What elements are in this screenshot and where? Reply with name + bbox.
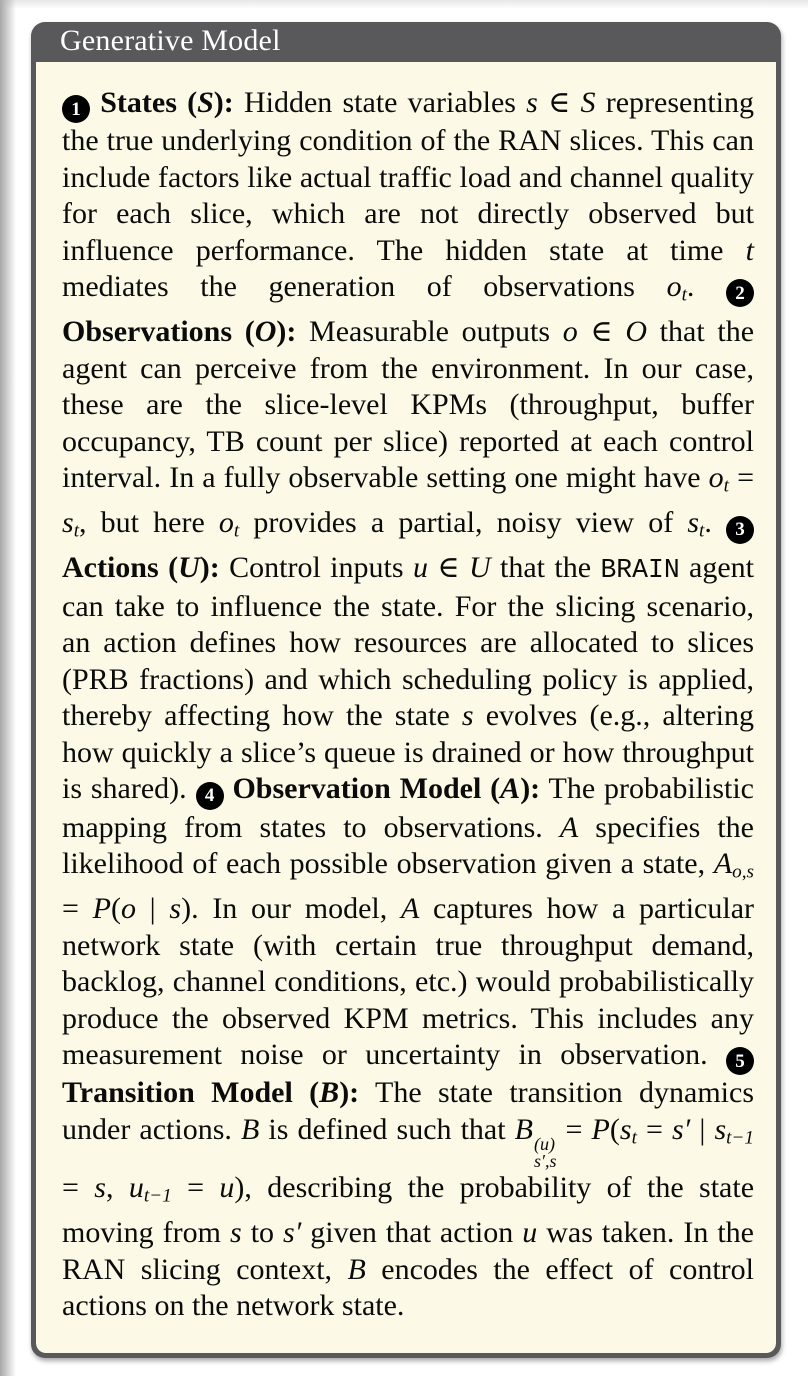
- text-segment: B: [514, 1112, 533, 1146]
- text-segment: s: [94, 1171, 106, 1205]
- text-segment: t: [723, 475, 730, 497]
- text-segment: t: [73, 520, 80, 542]
- text-segment: s: [526, 86, 538, 119]
- text-segment: given that action: [301, 1216, 523, 1250]
- text-segment: ):: [199, 551, 220, 585]
- text-segment: o,s: [732, 861, 754, 883]
- item-number-badge: 4: [196, 782, 224, 810]
- text-segment: s: [62, 506, 74, 540]
- text-segment: Measurable outputs: [296, 315, 563, 349]
- text-segment: captures how a particular network state (with certain true throughput demand, backlog, channel conditions, etc.) would probabilistically produce the observed KPM metrics. This includes any measurement noise or uncertainty in observation.: [62, 892, 754, 1072]
- text-segment: u: [219, 1171, 235, 1205]
- text-segment: u: [128, 1171, 144, 1205]
- math-supsub: (u) s′,s: [534, 1134, 557, 1172]
- text-segment: s: [714, 1112, 727, 1146]
- text-segment: u: [522, 1216, 538, 1250]
- text-segment: S: [580, 86, 596, 119]
- text-segment: t: [681, 284, 687, 306]
- text-segment: u: [412, 551, 428, 585]
- text-segment: ). In our model,: [181, 892, 401, 926]
- text-segment: o: [218, 506, 234, 540]
- text-segment: t: [699, 520, 705, 542]
- text-segment: s: [461, 699, 474, 733]
- text-segment: =: [62, 1171, 95, 1205]
- text-segment: t−1: [726, 1127, 754, 1149]
- text-segment: .: [704, 506, 726, 540]
- text-segment: ∈: [577, 315, 626, 349]
- text-segment: s′: [283, 1216, 302, 1250]
- text-segment: A: [500, 772, 521, 806]
- text-segment: A: [400, 892, 420, 926]
- text-segment: The state transition dynamics under actions.: [62, 1076, 754, 1146]
- text-segment: provides a partial, noisy view of: [239, 506, 688, 540]
- text-segment: P: [591, 1112, 610, 1146]
- text-segment: mediates the generation of observations: [62, 270, 667, 304]
- text-segment: O: [625, 315, 647, 349]
- text-segment: Hidden state variables: [233, 86, 527, 119]
- text-segment: S: [197, 86, 214, 119]
- text-segment: =: [62, 892, 93, 926]
- text-segment: The probabilistic mapping from states to observations.: [62, 772, 754, 844]
- brain-code-text: BRAIN: [600, 555, 680, 586]
- text-segment: representing the true underlying condition of the RAN slices. This can include factors like actual traffic load and channel quality for each slice, which are not directly observed but influence performance. The hidden state at time: [62, 86, 754, 267]
- text-segment: t: [745, 233, 754, 267]
- text-segment: B: [319, 1076, 340, 1110]
- text-segment: o: [708, 461, 724, 495]
- text-segment: (: [609, 1112, 620, 1146]
- text-segment: |: [135, 892, 170, 926]
- text-segment: t−1: [143, 1185, 172, 1207]
- text-segment: B: [240, 1112, 260, 1146]
- text-segment: O: [254, 315, 277, 349]
- generative-model-box: [31, 22, 781, 1358]
- text-segment: s: [619, 1112, 632, 1146]
- text-segment: A: [713, 847, 733, 881]
- text-segment: s: [687, 506, 700, 540]
- text-segment: ):: [339, 1076, 360, 1110]
- text-segment: (: [110, 892, 121, 926]
- text-segment: encodes the effect of control actions on the network state.: [62, 1252, 754, 1323]
- text-segment: =: [171, 1171, 220, 1205]
- text-segment: agent can take to influence the state. For the slicing scenario, an action defines how resources are allocated to slices (PRB fractions) and which scheduling policy is applied, thereby affecting how the state: [62, 551, 755, 733]
- box-title-bar: [36, 22, 776, 62]
- text-segment: .: [686, 270, 727, 304]
- page-top-edge-shadow: [0, 0, 808, 9]
- text-segment: , but here: [79, 506, 219, 540]
- text-segment: that the agent can perceive from the environment. In our case, these are the slice-level KPMs (throughput, buffer occupancy, TB count per slice) reported at each control interval. In a fully observable setting one might have: [62, 315, 755, 495]
- item-number-badge: 2: [726, 279, 754, 307]
- text-segment: =: [556, 1112, 592, 1146]
- box-body: [36, 62, 776, 1353]
- text-segment: s: [169, 892, 182, 926]
- text-segment: Transition Model (: [62, 1076, 320, 1110]
- text-segment: ,: [105, 1171, 129, 1205]
- text-segment: t: [233, 520, 240, 542]
- text-segment: ∈: [427, 551, 469, 585]
- text-segment: Observations (: [62, 315, 255, 349]
- text-segment: specifies the likelihood of each possible observation given a state,: [62, 810, 754, 881]
- text-segment: ):: [213, 86, 234, 119]
- text-segment: ), describing the probability of the state moving from: [62, 1171, 755, 1250]
- text-segment: is defined such that: [259, 1112, 515, 1146]
- text-segment: was taken. In the RAN slicing context,: [62, 1216, 755, 1286]
- text-segment: |: [690, 1112, 715, 1146]
- item-number-badge: 3: [726, 516, 754, 544]
- box-title: Generative Model: [60, 24, 281, 57]
- text-segment: P: [92, 892, 111, 926]
- text-segment: o: [666, 270, 682, 304]
- text-segment: t: [631, 1127, 637, 1149]
- text-segment: o: [562, 315, 578, 349]
- text-segment: evolves (e.g., altering how quickly a slice’s queue is drained or how throughput is shared).: [62, 699, 754, 806]
- text-segment: o: [120, 892, 136, 926]
- text-segment: ):: [276, 315, 297, 349]
- text-segment: =: [729, 461, 755, 495]
- text-segment: Control inputs: [219, 551, 413, 585]
- text-segment: s: [230, 1216, 242, 1250]
- item-number-badge: 5: [726, 1047, 754, 1075]
- text-segment: U: [468, 551, 491, 585]
- text-segment: =: [636, 1112, 672, 1146]
- text-segment: ∈: [537, 86, 581, 119]
- text-segment: Actions (: [62, 551, 179, 585]
- item-number-badge: 1: [62, 95, 90, 123]
- text-segment: A: [559, 810, 579, 844]
- text-segment: s′: [672, 1112, 691, 1146]
- text-segment: to: [241, 1216, 284, 1250]
- text-segment: ):: [520, 772, 541, 806]
- text-segment: U: [178, 551, 200, 585]
- text-segment: Observation Model (: [223, 772, 501, 806]
- text-segment: States (: [90, 86, 198, 119]
- text-segment: that the: [490, 551, 601, 585]
- text-segment: B: [347, 1252, 366, 1286]
- body-paragraph: [62, 85, 754, 1325]
- page-left-edge-shadow: [0, 0, 16, 1376]
